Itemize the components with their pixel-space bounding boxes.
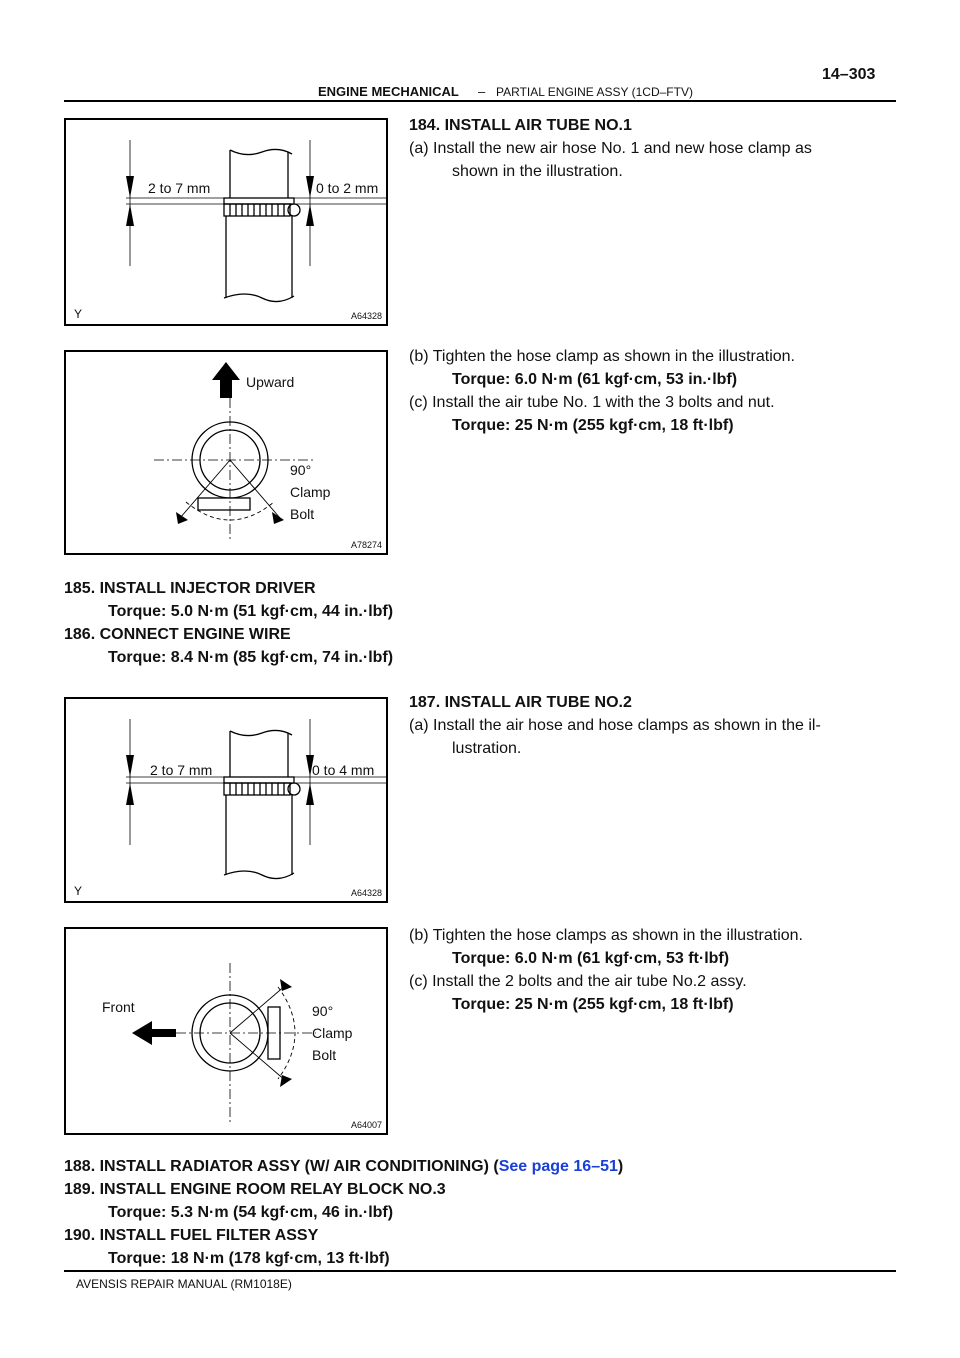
figure-code: A78274	[350, 540, 382, 550]
step-188-close-paren: )	[617, 1158, 624, 1175]
figure-code: A64007	[350, 1120, 382, 1130]
page-number: 14–303	[822, 66, 876, 83]
figure-label-clamp: Clamp	[312, 1025, 353, 1041]
figure-clamp-orientation-upward	[64, 350, 388, 555]
step-184-title: 184. INSTALL AIR TUBE NO.1	[409, 117, 632, 134]
step-187-a-line2: lustration.	[452, 740, 522, 757]
step-187-title: 187. INSTALL AIR TUBE NO.2	[409, 694, 632, 711]
figure-label-upward: Upward	[246, 374, 295, 390]
step-185-torque: Torque: 5.0 N·m (51 kgf·cm, 44 in.·lbf)	[108, 603, 394, 620]
header-separator: –	[478, 84, 486, 99]
step-187-c: (c) Install the 2 bolts and the air tube No.2 assy.	[409, 973, 747, 990]
step-185-title: 185. INSTALL INJECTOR DRIVER	[64, 580, 316, 597]
step-187-b-torque: Torque: 6.0 N·m (61 kgf·cm, 53 ft·lbf)	[452, 950, 730, 967]
figure-label-bolt: Bolt	[312, 1047, 337, 1063]
step-186-title: 186. CONNECT ENGINE WIRE	[64, 626, 291, 643]
step-187-a-line1: (a) Install the air hose and hose clamps as shown in the il-	[409, 717, 821, 734]
clamp-orientation-drawing	[66, 352, 386, 553]
figure-corner-mark: Y	[74, 307, 83, 321]
figure-label-clamp: Clamp	[290, 484, 331, 500]
figure-hose-clamp-1	[64, 118, 388, 326]
figure-label-left-gap: 2 to 7 mm	[150, 762, 213, 778]
see-page-link[interactable]: See page 16–51	[498, 1158, 618, 1175]
step-184-c-torque: Torque: 25 N·m (255 kgf·cm, 18 ft·lbf)	[452, 417, 734, 434]
step-187-b: (b) Tighten the hose clamps as shown in the illustration.	[409, 927, 803, 944]
header-rule	[64, 100, 896, 102]
step-184-b: (b) Tighten the hose clamp as shown in the illustration.	[409, 348, 795, 365]
header-section: ENGINE MECHANICAL	[318, 84, 459, 99]
figure-corner-mark: Y	[74, 884, 83, 898]
figure-label-angle: 90°	[312, 1003, 334, 1019]
step-190-torque: Torque: 18 N·m (178 kgf·cm, 13 ft·lbf)	[108, 1250, 390, 1267]
figure-label-right-gap: 0 to 2 mm	[316, 180, 379, 196]
header-subsection: PARTIAL ENGINE ASSY (1CD–FTV)	[496, 85, 693, 99]
figure-clamp-orientation-front	[64, 927, 388, 1135]
figure-hose-clamp-2	[64, 697, 388, 903]
step-188-title: 188. INSTALL RADIATOR ASSY (W/ AIR CONDITIONING) (	[64, 1158, 499, 1175]
step-184-a-line2: shown in the illustration.	[452, 163, 623, 180]
step-184-b-torque: Torque: 6.0 N·m (61 kgf·cm, 53 in.·lbf)	[452, 371, 738, 388]
step-184-a-line1: (a) Install the new air hose No. 1 and new hose clamp as	[409, 140, 812, 157]
step-186-torque: Torque: 8.4 N·m (85 kgf·cm, 74 in.·lbf)	[108, 649, 394, 666]
step-190-title: 190. INSTALL FUEL FILTER ASSY	[64, 1227, 319, 1244]
figure-label-angle: 90°	[290, 462, 312, 478]
footer-manual: AVENSIS REPAIR MANUAL (RM1018E)	[76, 1277, 292, 1291]
step-189-title: 189. INSTALL ENGINE ROOM RELAY BLOCK NO.3	[64, 1181, 446, 1198]
figure-code: A64328	[350, 311, 382, 321]
figure-label-right-gap: 0 to 4 mm	[312, 762, 375, 778]
step-184-c: (c) Install the air tube No. 1 with the 3 bolts and nut.	[409, 394, 775, 411]
step-188-line	[64, 1156, 623, 1178]
figure-label-left-gap: 2 to 7 mm	[148, 180, 211, 196]
hose-clamp-drawing	[66, 120, 386, 324]
figure-label-front: Front	[102, 999, 135, 1015]
figure-code: A64328	[350, 888, 382, 898]
hose-clamp-drawing	[66, 699, 386, 901]
footer-rule	[64, 1270, 896, 1272]
step-189-torque: Torque: 5.3 N·m (54 kgf·cm, 46 in.·lbf)	[108, 1204, 394, 1221]
step-187-c-torque: Torque: 25 N·m (255 kgf·cm, 18 ft·lbf)	[452, 996, 734, 1013]
figure-label-bolt: Bolt	[290, 506, 315, 522]
